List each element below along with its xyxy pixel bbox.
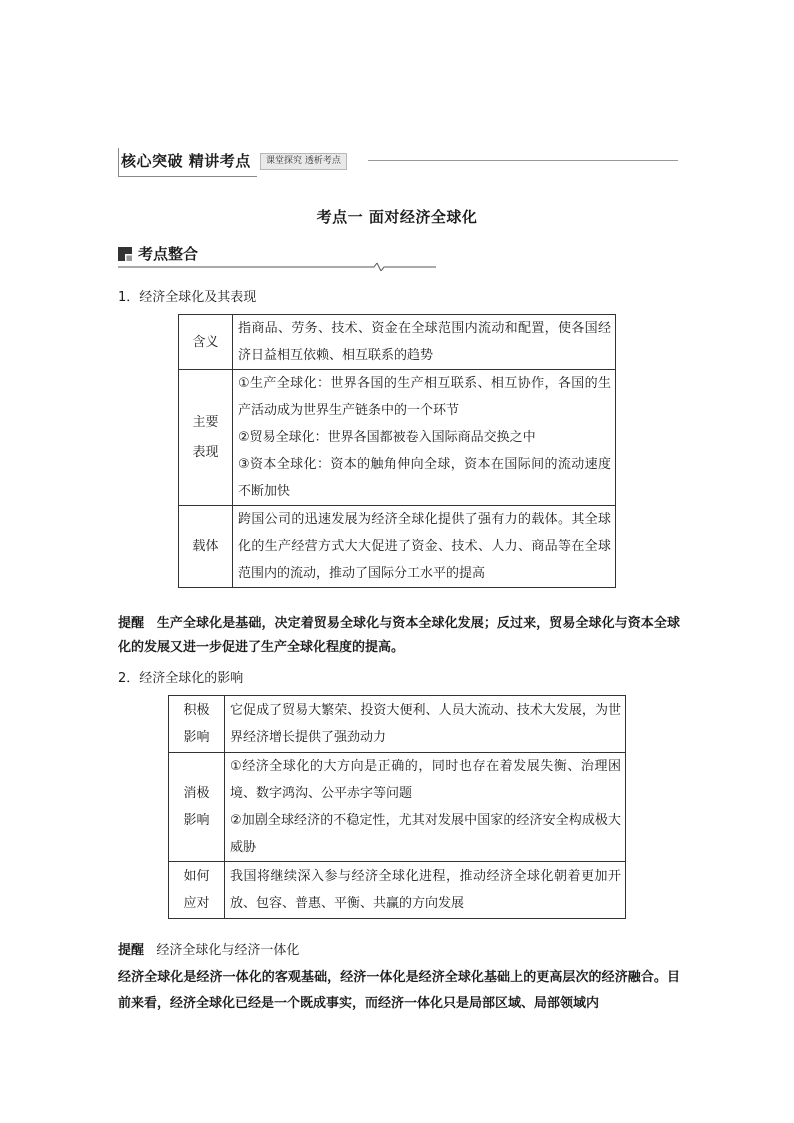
section-header-rule — [368, 160, 678, 161]
section-header — [118, 148, 678, 178]
row-label-text: 如何应对 — [183, 869, 210, 911]
row-line: ①经济全球化的大方向是正确的，同时也存在着发展失衡、治理困境、数字鸿沟、公平赤字等问题 — [230, 759, 621, 801]
subsection-underline — [118, 263, 436, 271]
row-label-text: 主要表现 — [192, 414, 219, 460]
row-content — [233, 370, 616, 506]
row-content — [233, 506, 616, 588]
table-row — [169, 753, 626, 862]
subsection-label: 考点整合 — [138, 245, 199, 263]
subsection-heading — [118, 244, 438, 270]
row-line: 我国将继续深入参与经济全球化进程，推动经济全球化朝着更加开放、包容、普惠、平衡、共赢的方向发展 — [230, 869, 621, 911]
row-line: ③资本全球化：资本的触角伸向全球，资本在国际间的流动速度不断加快 — [238, 457, 611, 499]
row-line: 指商品、劳务、技术、资金在全球范围内流动和配置，使各国经济日益相互依赖、相互联系的趋势 — [238, 321, 611, 363]
row-label-text: 消极影响 — [183, 786, 210, 828]
row-label — [169, 696, 225, 753]
section2-heading: 2．经济全球化的影响 — [118, 671, 244, 686]
tip1-paragraph — [118, 612, 680, 660]
row-line: ②加剧全球经济的不稳定性，尤其对发展中国家的经济安全构成极大威胁 — [230, 813, 621, 855]
row-label — [169, 753, 225, 862]
section-title: 核心突破 精讲考点 — [118, 148, 257, 177]
row-line: 跨国公司的迅速发展为经济全球化提供了强有力的载体。其全球化的生产经营方式大大促进了资金、技术、人力、商品等在全球范围内的流动，推动了国际分工水平的提高 — [238, 512, 611, 581]
row-line: ①生产全球化：世界各国的生产相互联系、相互协作，各国的生产活动成为世界生产链条中的一个环节 — [238, 376, 611, 418]
section1-heading: 1．经济全球化及其表现 — [118, 290, 257, 305]
tip2-title: 经济全球化与经济一体化 — [156, 943, 300, 958]
table-row — [179, 315, 616, 370]
row-content — [225, 753, 626, 862]
table-row — [169, 696, 626, 753]
row-content — [225, 862, 626, 919]
row-line: ②贸易全球化：世界各国都被卷入国际商品交换之中 — [238, 430, 536, 445]
table-row — [179, 506, 616, 588]
row-content — [225, 696, 626, 753]
square-corner-icon — [118, 247, 132, 261]
tip2-label: 提醒 — [118, 943, 145, 958]
tip2-text: 经济全球化是经济一体化的客观基础，经济一体化是经济全球化基础上的更高层次的经济融合。目前来看，经济全球化已经是一个既成事实，而经济一体化只是局部区域、局部领域内 — [118, 970, 680, 1011]
row-label-text: 积极影响 — [183, 703, 210, 745]
row-line: 它促成了贸易大繁荣、投资大便利、人员大流动、技术大发展，为世界经济增长提供了强劲动力 — [230, 703, 621, 745]
row-label: 含义 — [179, 315, 233, 370]
section2-table — [168, 695, 626, 919]
tip1-label: 提醒 — [118, 616, 145, 631]
row-content — [233, 315, 616, 370]
table-row — [179, 370, 616, 506]
row-label: 载体 — [179, 506, 233, 588]
tip1-text: 生产全球化是基础，决定着贸易全球化与资本全球化发展；反过来，贸易全球化与资本全球化的发展又进一步促进了生产全球化程度的提高。 — [118, 616, 680, 655]
table-row — [169, 862, 626, 919]
tip2-heading — [118, 939, 680, 963]
row-label — [169, 862, 225, 919]
topic-title: 考点一 面对经济全球化 — [316, 208, 478, 226]
section-subtitle: 课堂探究 透析考点 — [260, 153, 347, 170]
section1-table — [178, 314, 616, 588]
row-label — [179, 370, 233, 506]
